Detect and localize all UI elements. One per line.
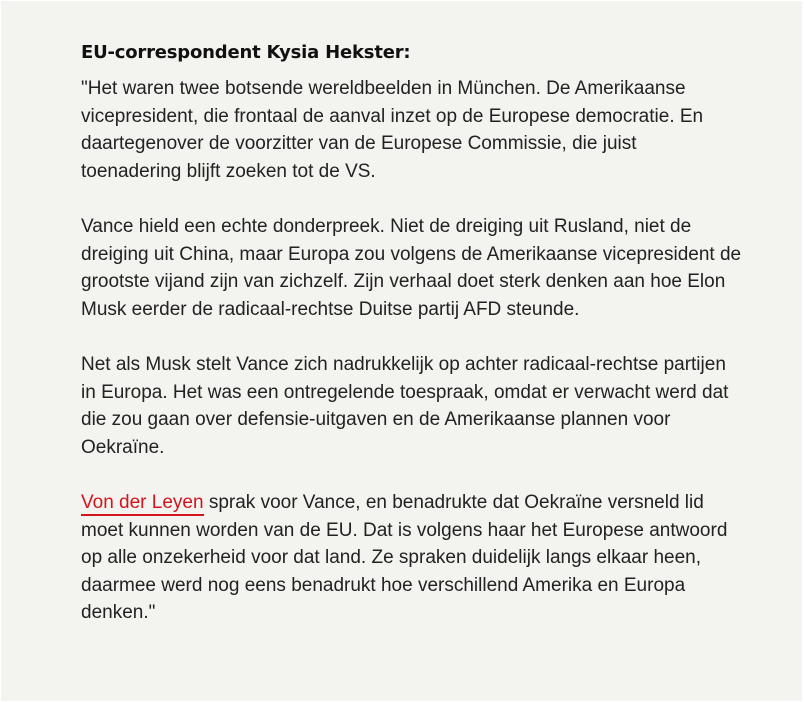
paragraph-4-text: sprak voor Vance, en benadrukte dat Oekraïne versneld lid moet kunnen worden van de EU. Dat is volgens haar het Europese antwoord op alle onzekerheid voor dat land. Ze spraken duidelijk langs elkaar heen, daarmee werd nog eens benadrukt hoe verschillend Amerika en Europa denken." (81, 492, 728, 623)
paragraph-2: Vance hield een echte donderpreek. Niet de dreiging uit Rusland, niet de dreiging uit China, maar Europa zou volgens de Amerikaanse vicepresident de grootste vijand zijn van zichzelf. Zijn verhaal doet sterk denken aan hoe Elon Musk eerder de radicaal-rechtse Duitse partij AFD steunde. (81, 216, 742, 320)
article-quote-block (1, 1, 802, 701)
paragraph-1: "Het waren twee botsende wereldbeelden in München. De Amerikaanse vicepresident, die frontaal de aanval inzet op de Europese democratie. En daartegenover de voorzitter van de Europese Commissie, die juist toenadering blijft zoeken tot de VS. (81, 78, 704, 182)
von-der-leyen-link[interactable]: Von der Leyen (81, 492, 204, 516)
paragraph-3: Net als Musk stelt Vance zich nadrukkelijk op achter radicaal-rechtse partijen in Europa. Het was een ontregelende toespraak, omdat er verwacht werd dat die zou gaan over defensie-uitgaven en de Amerikaanse plannen voor Oekraïne. (81, 354, 729, 458)
quote-heading: EU-correspondent Kysia Hekster: (81, 42, 411, 63)
paragraph-4 (81, 489, 742, 627)
